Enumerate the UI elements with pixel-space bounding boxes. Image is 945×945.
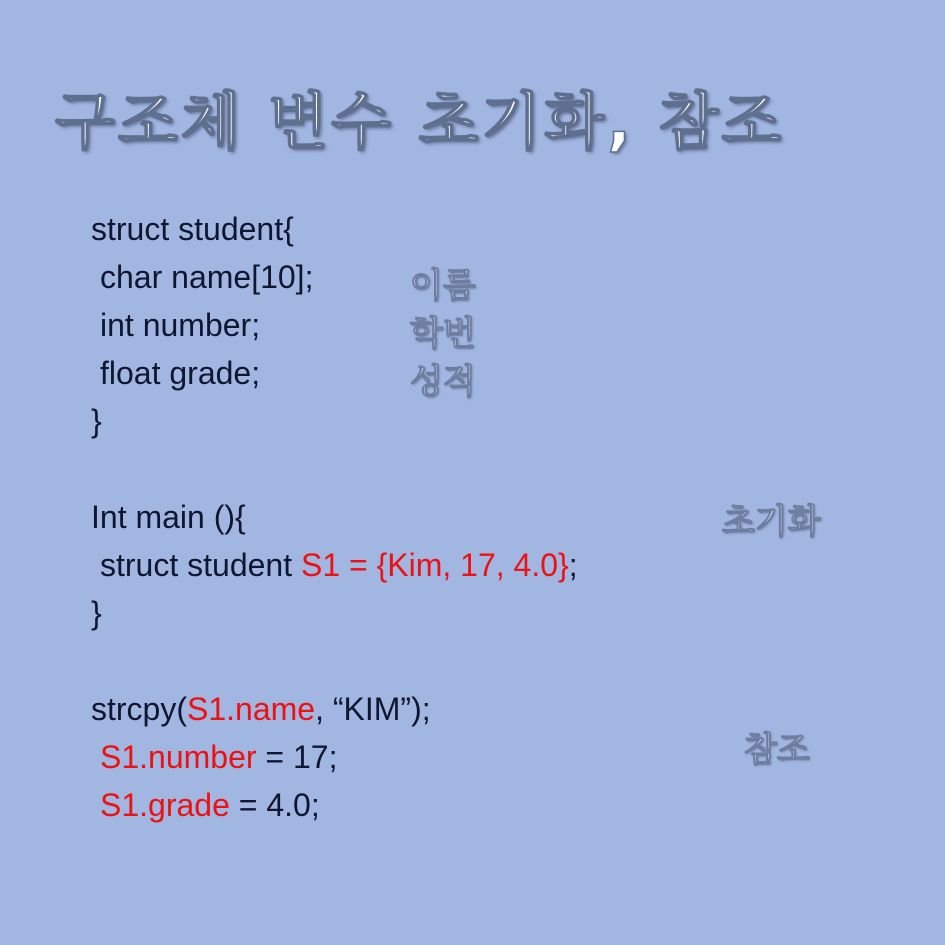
code-text: struct student{ bbox=[91, 211, 294, 247]
code-line-init bbox=[91, 541, 578, 589]
field-annotations bbox=[410, 262, 476, 406]
code-text: struct student bbox=[100, 547, 301, 583]
slide-title: 구조체 변수 초기화, 참조 bbox=[55, 85, 785, 158]
code-text: float grade; bbox=[100, 355, 261, 391]
code-line-main-close bbox=[91, 589, 578, 637]
code-line-grade bbox=[91, 781, 578, 829]
code-text: } bbox=[91, 403, 102, 439]
code-text: } bbox=[91, 595, 102, 631]
annotation-initialization: 초기화 bbox=[722, 502, 821, 542]
annotation-reference: 참조 bbox=[744, 730, 810, 770]
code-line-main-open bbox=[91, 493, 578, 541]
member-access-grade: S1.grade bbox=[100, 787, 230, 823]
code-line-strcpy bbox=[91, 685, 578, 733]
code-text: int number; bbox=[100, 307, 261, 343]
code-text: strcpy( bbox=[91, 691, 187, 727]
code-line-blank bbox=[91, 445, 578, 493]
code-line-struct-open bbox=[91, 205, 578, 253]
code-line-field-grade bbox=[91, 349, 578, 397]
code-text: , “KIM”); bbox=[315, 691, 431, 727]
init-values: = {Kim, 17, 4.0} bbox=[340, 547, 569, 583]
annotation-grade: 성적 bbox=[410, 362, 476, 402]
code-line-field-name bbox=[91, 253, 578, 301]
code-text: char name[10]; bbox=[100, 259, 314, 295]
member-access-number: S1.number bbox=[100, 739, 257, 775]
annotation-number: 학번 bbox=[410, 314, 476, 354]
code-block bbox=[91, 205, 578, 829]
code-line-number bbox=[91, 733, 578, 781]
annotation-name: 이름 bbox=[410, 266, 476, 306]
code-text: ; bbox=[568, 547, 578, 583]
code-line-field-number bbox=[91, 301, 578, 349]
init-variable: S1 bbox=[300, 547, 341, 583]
code-text: = 4.0; bbox=[229, 787, 320, 823]
member-access-name: S1.name bbox=[187, 691, 316, 727]
code-text: = 17; bbox=[256, 739, 338, 775]
code-text: Int main (){ bbox=[91, 499, 246, 535]
code-line-struct-close bbox=[91, 397, 578, 445]
code-line-blank bbox=[91, 637, 578, 685]
